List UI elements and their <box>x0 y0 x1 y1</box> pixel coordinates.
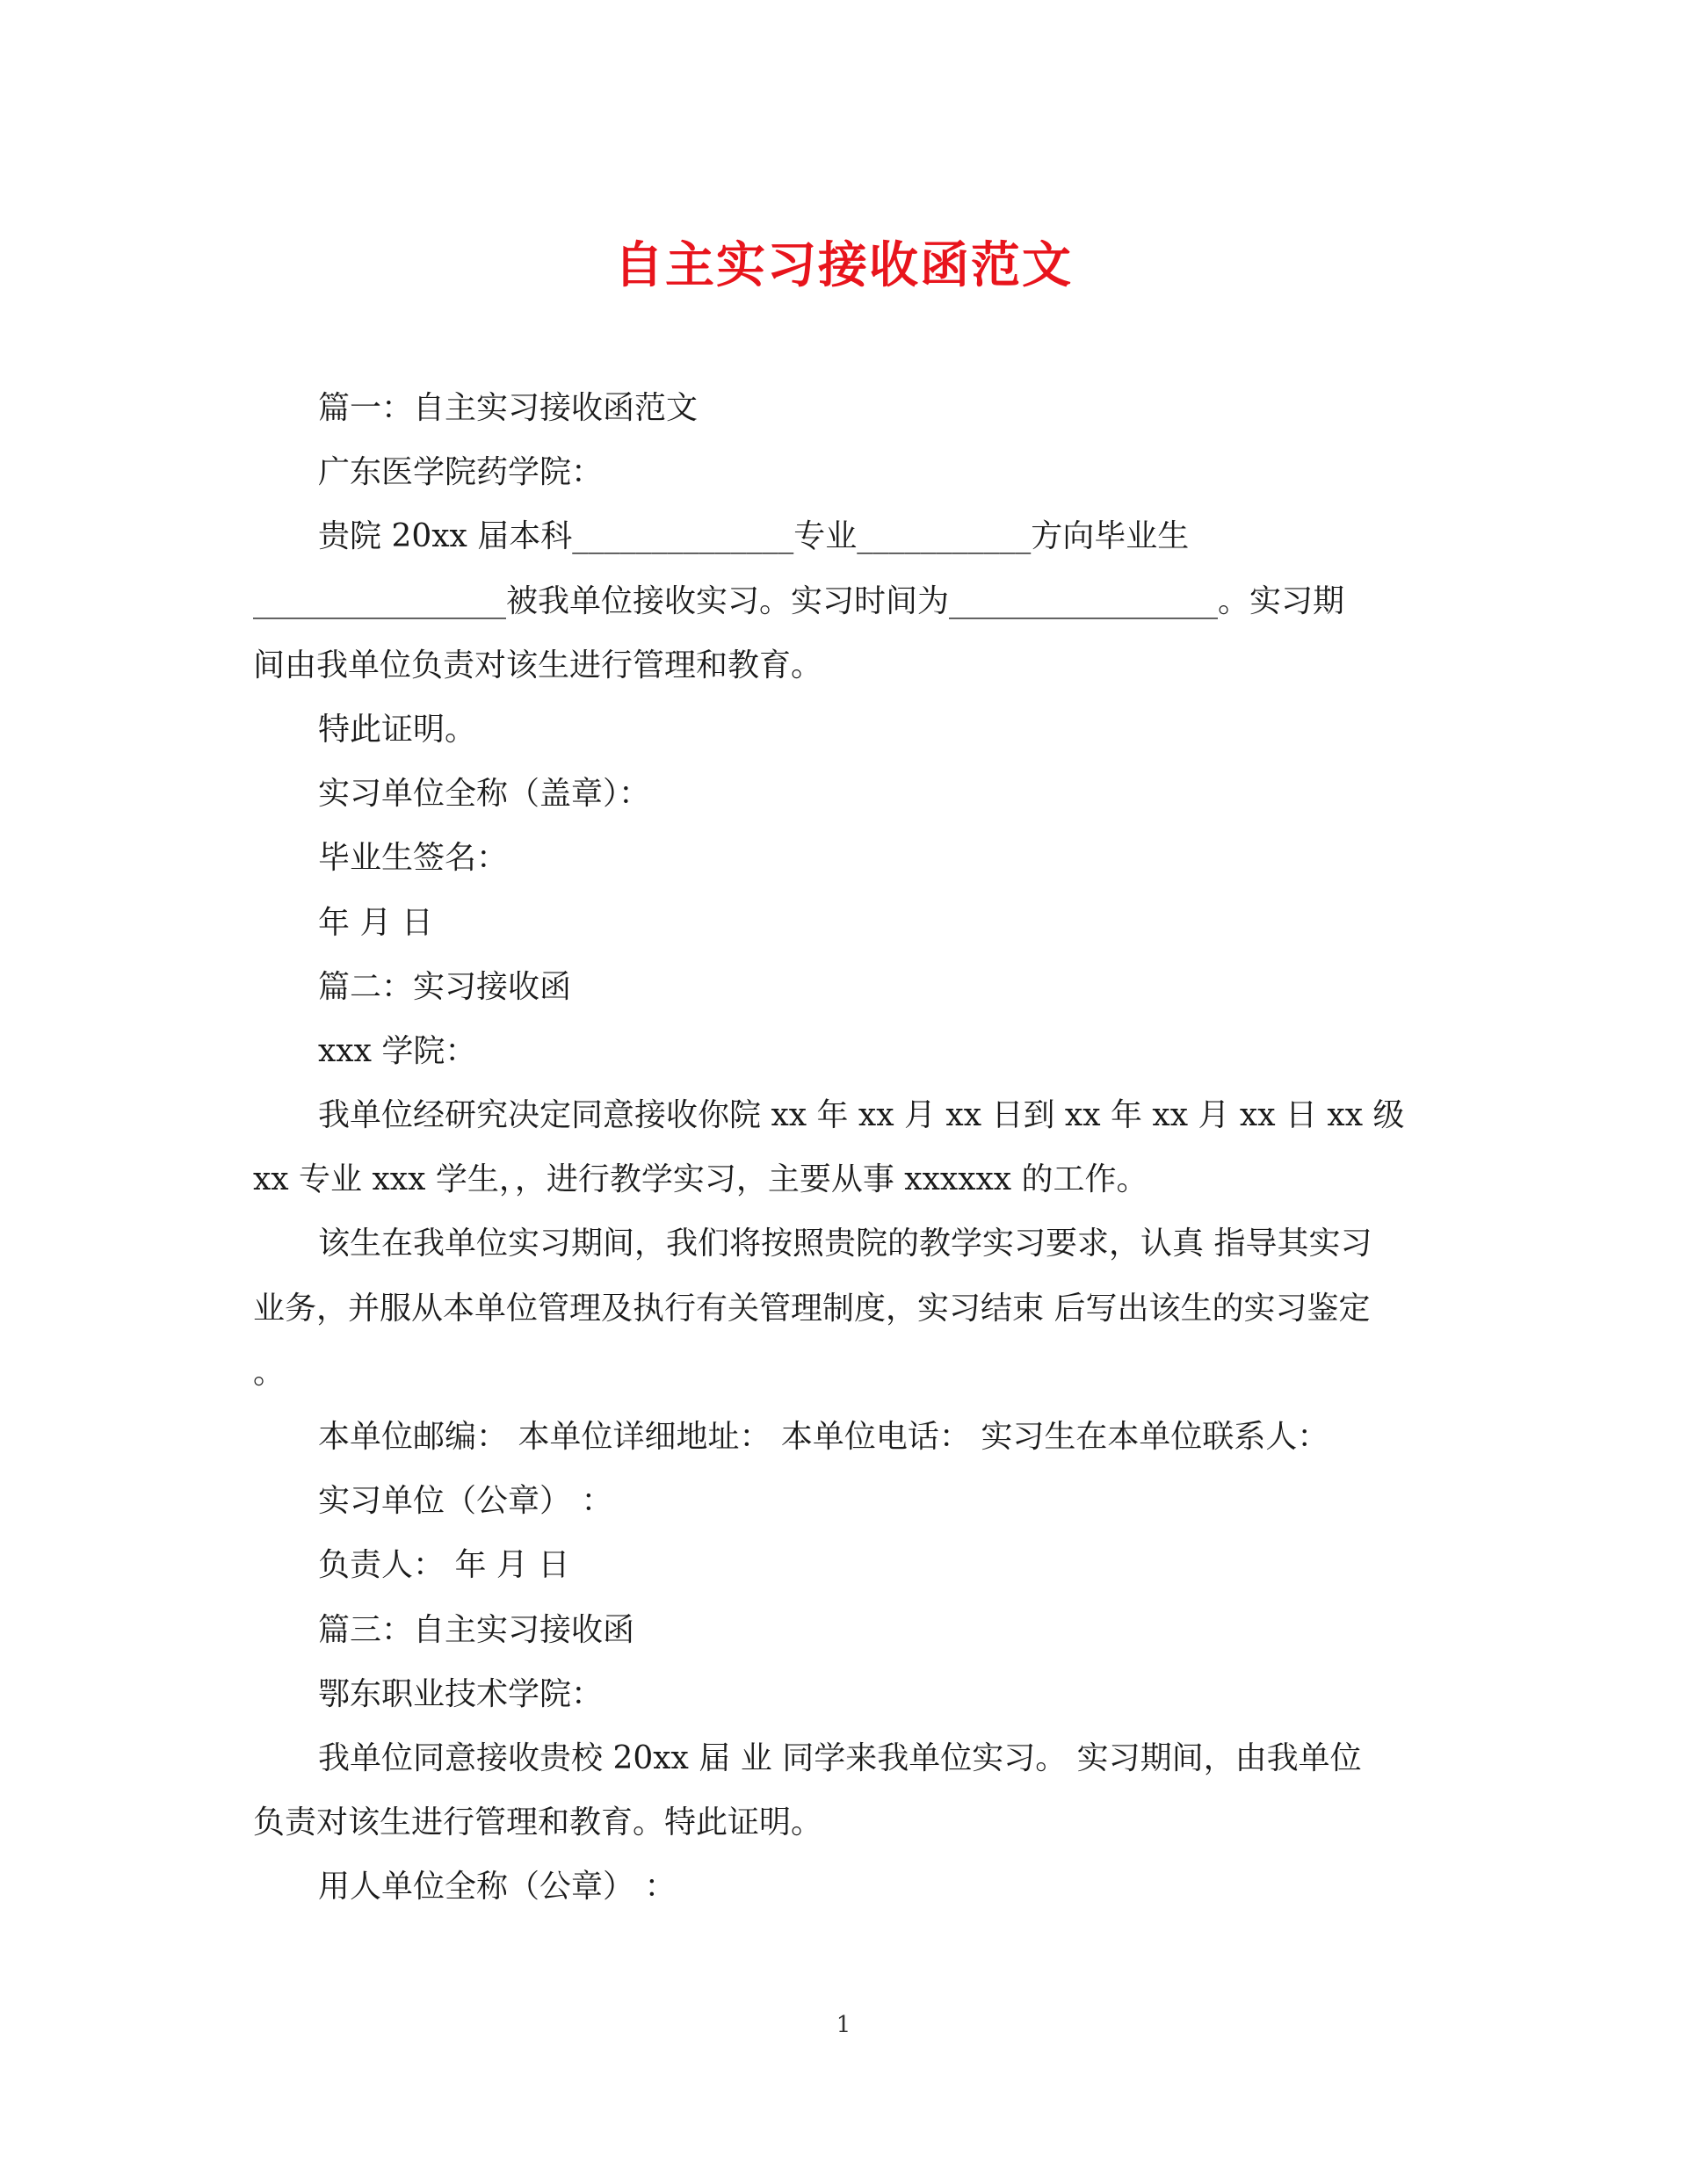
paragraph-line: 特此证明。 <box>318 711 477 748</box>
paragraph-line: xxx 学院： <box>318 1032 477 1069</box>
document-body <box>253 376 1430 1920</box>
paragraph-line: ________________被我单位接收实习。实习时间为_________________。实习期 <box>253 582 1345 619</box>
paragraph-line: 该生在我单位实习期间，我们将按照贵院的教学实习要求，认真 指导其实习 <box>318 1226 1372 1262</box>
paragraph-line: 我单位同意接收贵校 20xx 届 业 同学来我单位实习。 实习期间，由我单位 <box>318 1739 1362 1776</box>
paragraph-line: 间由我单位负责对该生进行管理和教育。 <box>253 647 823 683</box>
paragraph-line: 。 <box>253 1354 286 1391</box>
paragraph-line: 广东医学院药学院： <box>318 454 604 491</box>
paragraph-line: 负责对该生进行管理和教育。特此证明。 <box>253 1804 823 1841</box>
paragraph-line: 贵院 20xx 届本科______________专业___________方向毕业生 <box>318 518 1190 555</box>
page-number: 1 <box>836 2012 851 2038</box>
paragraph-line: 实习单位全称（盖章）： <box>318 776 651 813</box>
section-heading: 篇三：自主实习接收函 <box>318 1611 635 1648</box>
paragraph-line: 业务，并服从本单位管理及执行有关管理制度，实习结束 后写出该生的实习鉴定 <box>253 1290 1371 1327</box>
section-heading: 篇二：实习接收函 <box>318 968 572 1005</box>
paragraph-line: 本单位邮编： 本单位详细地址： 本单位电话： 实习生在本单位联系人： <box>318 1419 1329 1455</box>
paragraph-line: 篇一：自主实习接收函范文 <box>318 390 699 426</box>
paragraph-line: 毕业生签名： <box>318 840 509 877</box>
paragraph-line: xx 专业 xxx 学生，，进行教学实习，主要从事 xxxxxx 的工作。 <box>253 1161 1148 1198</box>
paragraph-line: 负责人： 年 月 日 <box>318 1547 570 1584</box>
paragraph-line: 用人单位全称（公章） ： <box>318 1869 677 1906</box>
paragraph-line: 我单位经研究决定同意接收你院 xx 年 xx 月 xx 日到 xx 年 xx 月 xx 日 xx 级 <box>318 1097 1405 1134</box>
paragraph-line: 实习单位（公章） ： <box>318 1483 613 1520</box>
document-title: 自主实习接收函范文 <box>614 236 1073 294</box>
paragraph-line: 鄂东职业技术学院： <box>318 1675 604 1712</box>
paragraph-line: 年 月 日 <box>318 904 433 941</box>
